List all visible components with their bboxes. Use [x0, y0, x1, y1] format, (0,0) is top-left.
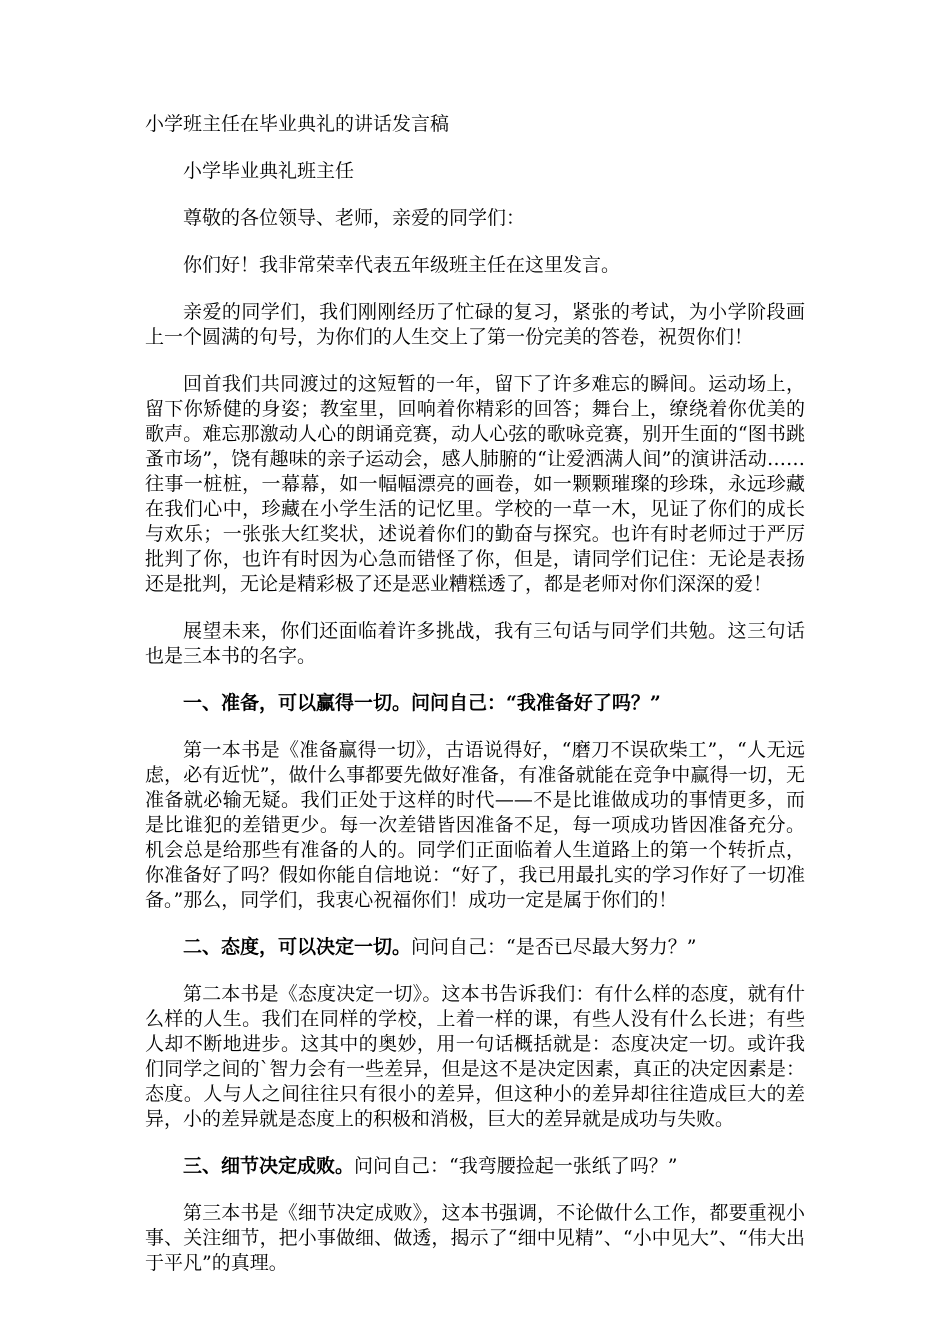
section-heading-3-bold: 三、细节决定成败。	[183, 1155, 355, 1177]
paragraph-book-1: 第一本书是《准备赢得一切》，古语说得好，“磨刀不误砍柴工”，“人无远虑，必有近忧”，做什么事都要先做好准备，有准备就能在竞争中赢得一切，无准备就必输无疑。我们正处于这样的时代——不是比谁做成功的事情更多，而是比谁犯的差错更少。每一次差错皆因准备不足，每一项成功皆因准备充分。机会总是给那些有准备的人的。同学们正面临着人生道路上的第一个转折点，你准备好了吗？假如你能自信地说：“好了，我已用最扎实的学习作好了一切准备。”那么，同学们，我衷心祝福你们！成功一定是属于你们的！	[145, 739, 805, 911]
salutation: 尊敬的各位领导、老师，亲爱的同学们：	[183, 207, 526, 229]
section-heading-3	[145, 1154, 805, 1179]
paragraph-outlook: 展望未来，你们还面临着许多挑战，我有三句话与同学们共勉。这三句话也是三本书的名字。	[145, 620, 805, 667]
greeting: 你们好！我非常荣幸代表五年级班主任在这里发言。	[183, 254, 621, 276]
section-heading-3-rest: 问问自己：“我弯腰捡起一张纸了吗？”	[354, 1155, 678, 1177]
paragraph-book-2: 第二本书是《态度决定一切》。这本书告诉我们：有什么样的态度，就有什么样的人生。我们在同样的学校，上着一样的课，有些人没有什么长进；有些人却不断地进步。这其中的奥妙，用一句话概括就是：态度决定一切。或许我们同学之间的`智力会有一些差异，但是这不是决定因素，真正的决定因素是：态度。人与人之间往往只有很小的差异，但这种小的差异却往往造成巨大的差异，小的差异就是态度上的积极和消极，巨大的差异就是成功与失败。	[145, 983, 805, 1130]
document-body	[145, 112, 805, 1298]
section-heading-1	[145, 691, 805, 716]
paragraph-memories: 回首我们共同渡过的这短暂的一年，留下了许多难忘的瞬间。运动场上，留下你矫健的身姿；教室里，回响着你精彩的回答；舞台上，缭绕着你优美的歌声。难忘那激动人心的朗诵竞赛，动人心弦的歌咏竞赛，别开生面的“图书跳蚤市场”，饶有趣味的亲子运动会，感人肺腑的“让爱洒满人间”的演讲活动……往事一桩桩，一幕幕，如一幅幅漂亮的画卷，如一颗颗璀璨的珍珠，永远珍藏在我们心中，珍藏在小学生活的记忆里。学校的一草一木，见证了你们的成长与欢乐；一张张大红奖状，述说着你们的勤奋与探究。也许有时老师过于严厉批判了你，也许有时因为心急而错怪了你，但是，请同学们记住：无论是表扬还是批判，无论是精彩极了还是恶业糟糕透了，都是老师对你们深深的爱！	[145, 373, 805, 595]
section-heading-2-bold: 二、态度，可以决定一切。	[183, 936, 412, 958]
section-heading-2-rest: 问问自己：“是否已尽最大努力？”	[411, 936, 697, 958]
paragraph-congrats: 亲爱的同学们，我们刚刚经历了忙碌的复习，紧张的考试，为小学阶段画上一个圆满的句号，为你们的人生交上了第一份完美的答卷，祝贺你们！	[145, 301, 805, 348]
paragraph-book-3: 第三本书是《细节决定成败》，这本书强调，不论做什么工作，都要重视小事、关注细节，把小事做细、做透，揭示了“细中见精”、“小中见大”、“伟大出于平凡”的真理。	[145, 1202, 805, 1274]
document-title: 小学班主任在毕业典礼的讲话发言稿	[145, 113, 450, 135]
document-subtitle: 小学毕业典礼班主任	[183, 160, 355, 182]
section-heading-2	[145, 935, 805, 960]
section-heading-1-text: 一、准备，可以赢得一切。问问自己：“我准备好了吗？”	[183, 692, 661, 714]
